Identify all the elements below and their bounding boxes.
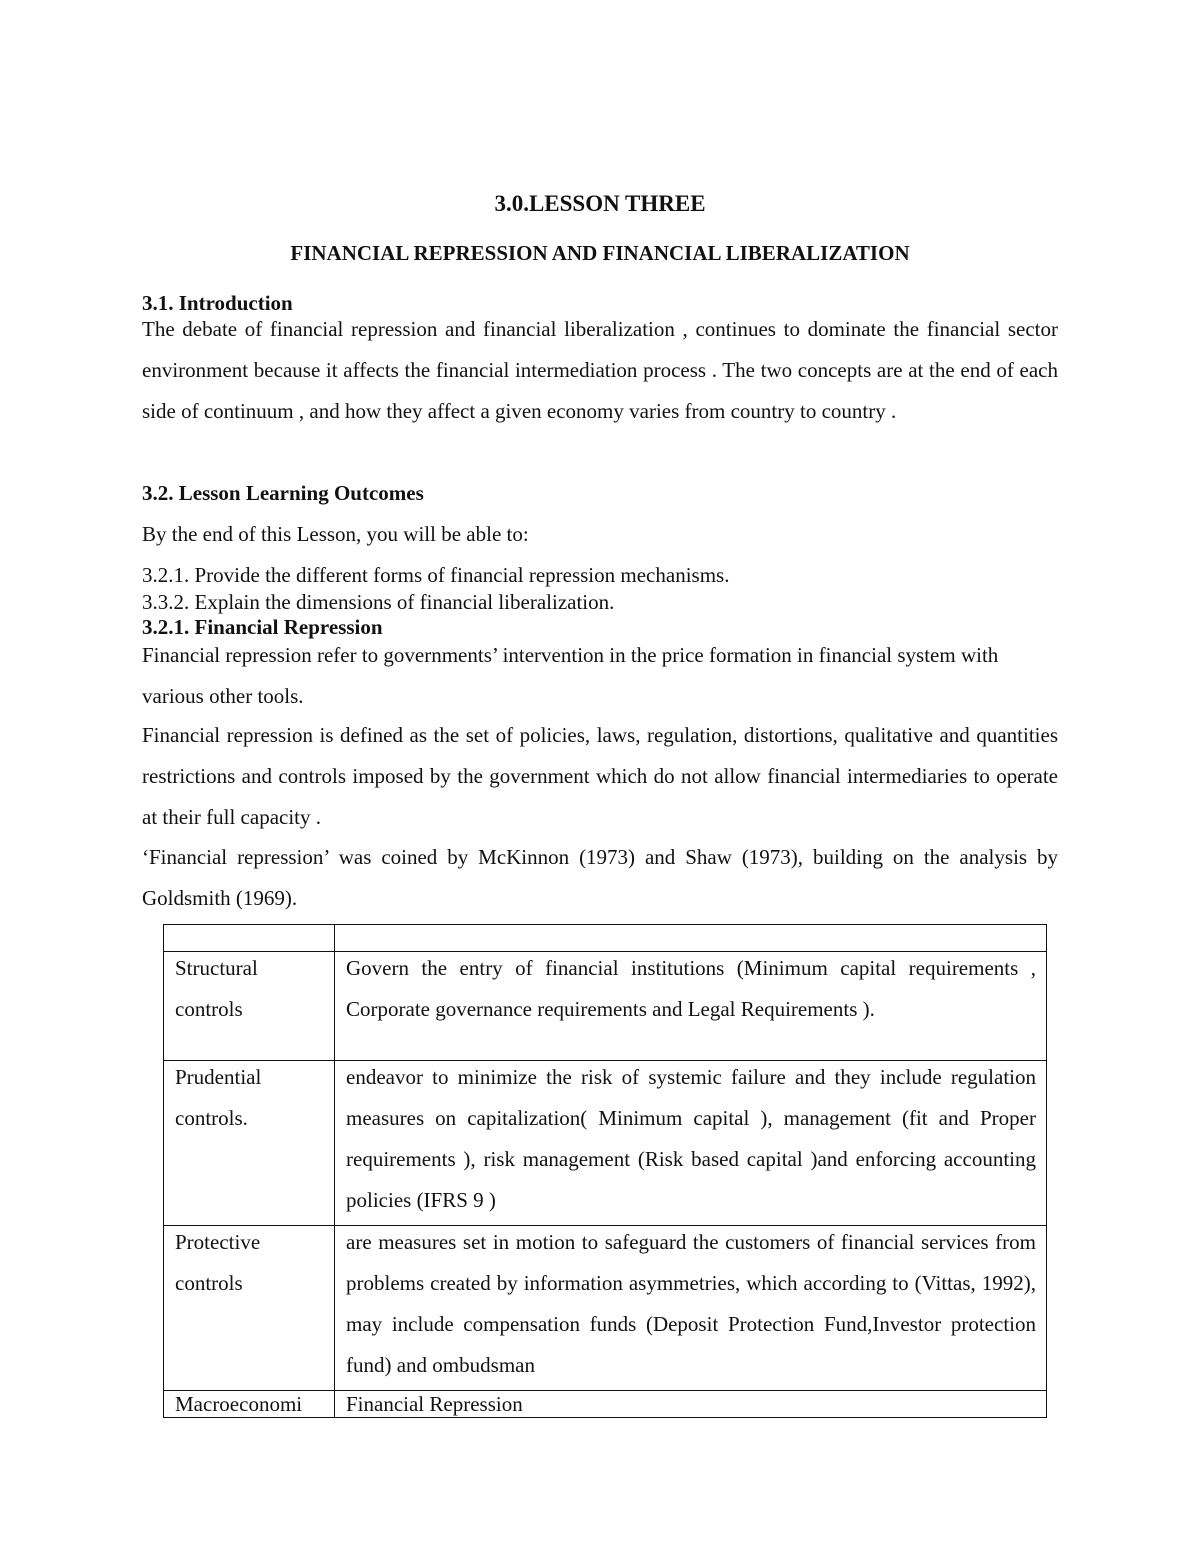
control-description-cell	[335, 952, 1047, 1061]
table-row	[164, 1391, 1047, 1418]
financial-repression-paragraph: Financial repression is defined as the set of policies, laws, regulation, distortions, qualitative and quantities restrictions and controls imposed by the government which do not allow financial intermediaries to operate at their full capacity .	[142, 723, 1058, 829]
table-header-cell	[335, 925, 1047, 952]
control-description-cell	[335, 1226, 1047, 1391]
control-type-label: Macroeconomi	[175, 1392, 303, 1416]
introduction-heading: 3.1. Introduction	[142, 291, 293, 315]
table-row	[164, 1226, 1047, 1391]
controls-table	[163, 924, 1047, 1418]
outcomes-list	[142, 562, 1058, 616]
control-type-cell	[164, 1061, 335, 1226]
control-type-label: Structural controls	[175, 956, 258, 1021]
control-description-text: are measures set in motion to safeguard the customers of financial services from problems created by information asymmetries, which according to (Vittas, 1992), may include compensation funds (Deposit Protection Fund,Investor protection fund) and ombudsman	[346, 1230, 1036, 1377]
control-description-text: Govern the entry of financial institutions (Minimum capital requirements , Corporate governance requirements and Legal Requirements ).	[346, 956, 1036, 1021]
control-type-label: Prudential controls.	[175, 1065, 262, 1130]
table-row	[164, 1061, 1047, 1226]
outcome-item: 3.3.2. Explain the dimensions of financial liberalization.	[142, 590, 615, 614]
control-description-text: Financial Repression	[346, 1392, 523, 1416]
financial-repression-heading: 3.2.1. Financial Repression	[142, 615, 383, 639]
control-type-label: Protective controls	[175, 1230, 261, 1295]
control-description-cell	[335, 1391, 1047, 1418]
lesson-number-heading: 3.0.LESSON THREE	[494, 191, 706, 216]
financial-repression-paragraph: Financial repression refer to governments’ intervention in the price formation in financial system with various other tools.	[142, 643, 999, 708]
outcome-item: 3.2.1. Provide the different forms of financial repression mechanisms.	[142, 563, 730, 587]
outcomes-heading: 3.2. Lesson Learning Outcomes	[142, 481, 424, 505]
outcomes-lead-text: By the end of this Lesson, you will be able to:	[142, 522, 529, 546]
control-type-cell	[164, 1226, 335, 1391]
financial-repression-paragraph: ‘Financial repression’ was coined by McKinnon (1973) and Shaw (1973), building on the analysis by Goldsmith (1969).	[142, 845, 1058, 910]
control-description-text: endeavor to minimize the risk of systemic failure and they include regulation measures on capitalization( Minimum capital ), management (fit and Proper requirements ), risk management (Risk based capital )and enforcing accounting policies (IFRS 9 )	[346, 1065, 1036, 1212]
lesson-title-heading: FINANCIAL REPRESSION AND FINANCIAL LIBERALIZATION	[290, 241, 910, 265]
control-type-cell	[164, 952, 335, 1061]
introduction-paragraph: The debate of financial repression and financial liberalization , continues to dominate the financial sector environment because it affects the financial intermediation process . The two concepts are at the end of each side of continuum , and how they affect a given economy varies from country to country .	[142, 317, 1058, 423]
control-type-cell	[164, 1391, 335, 1418]
table-row	[164, 952, 1047, 1061]
table-header-cell	[164, 925, 335, 952]
table-header-row	[164, 925, 1047, 952]
control-description-cell	[335, 1061, 1047, 1226]
